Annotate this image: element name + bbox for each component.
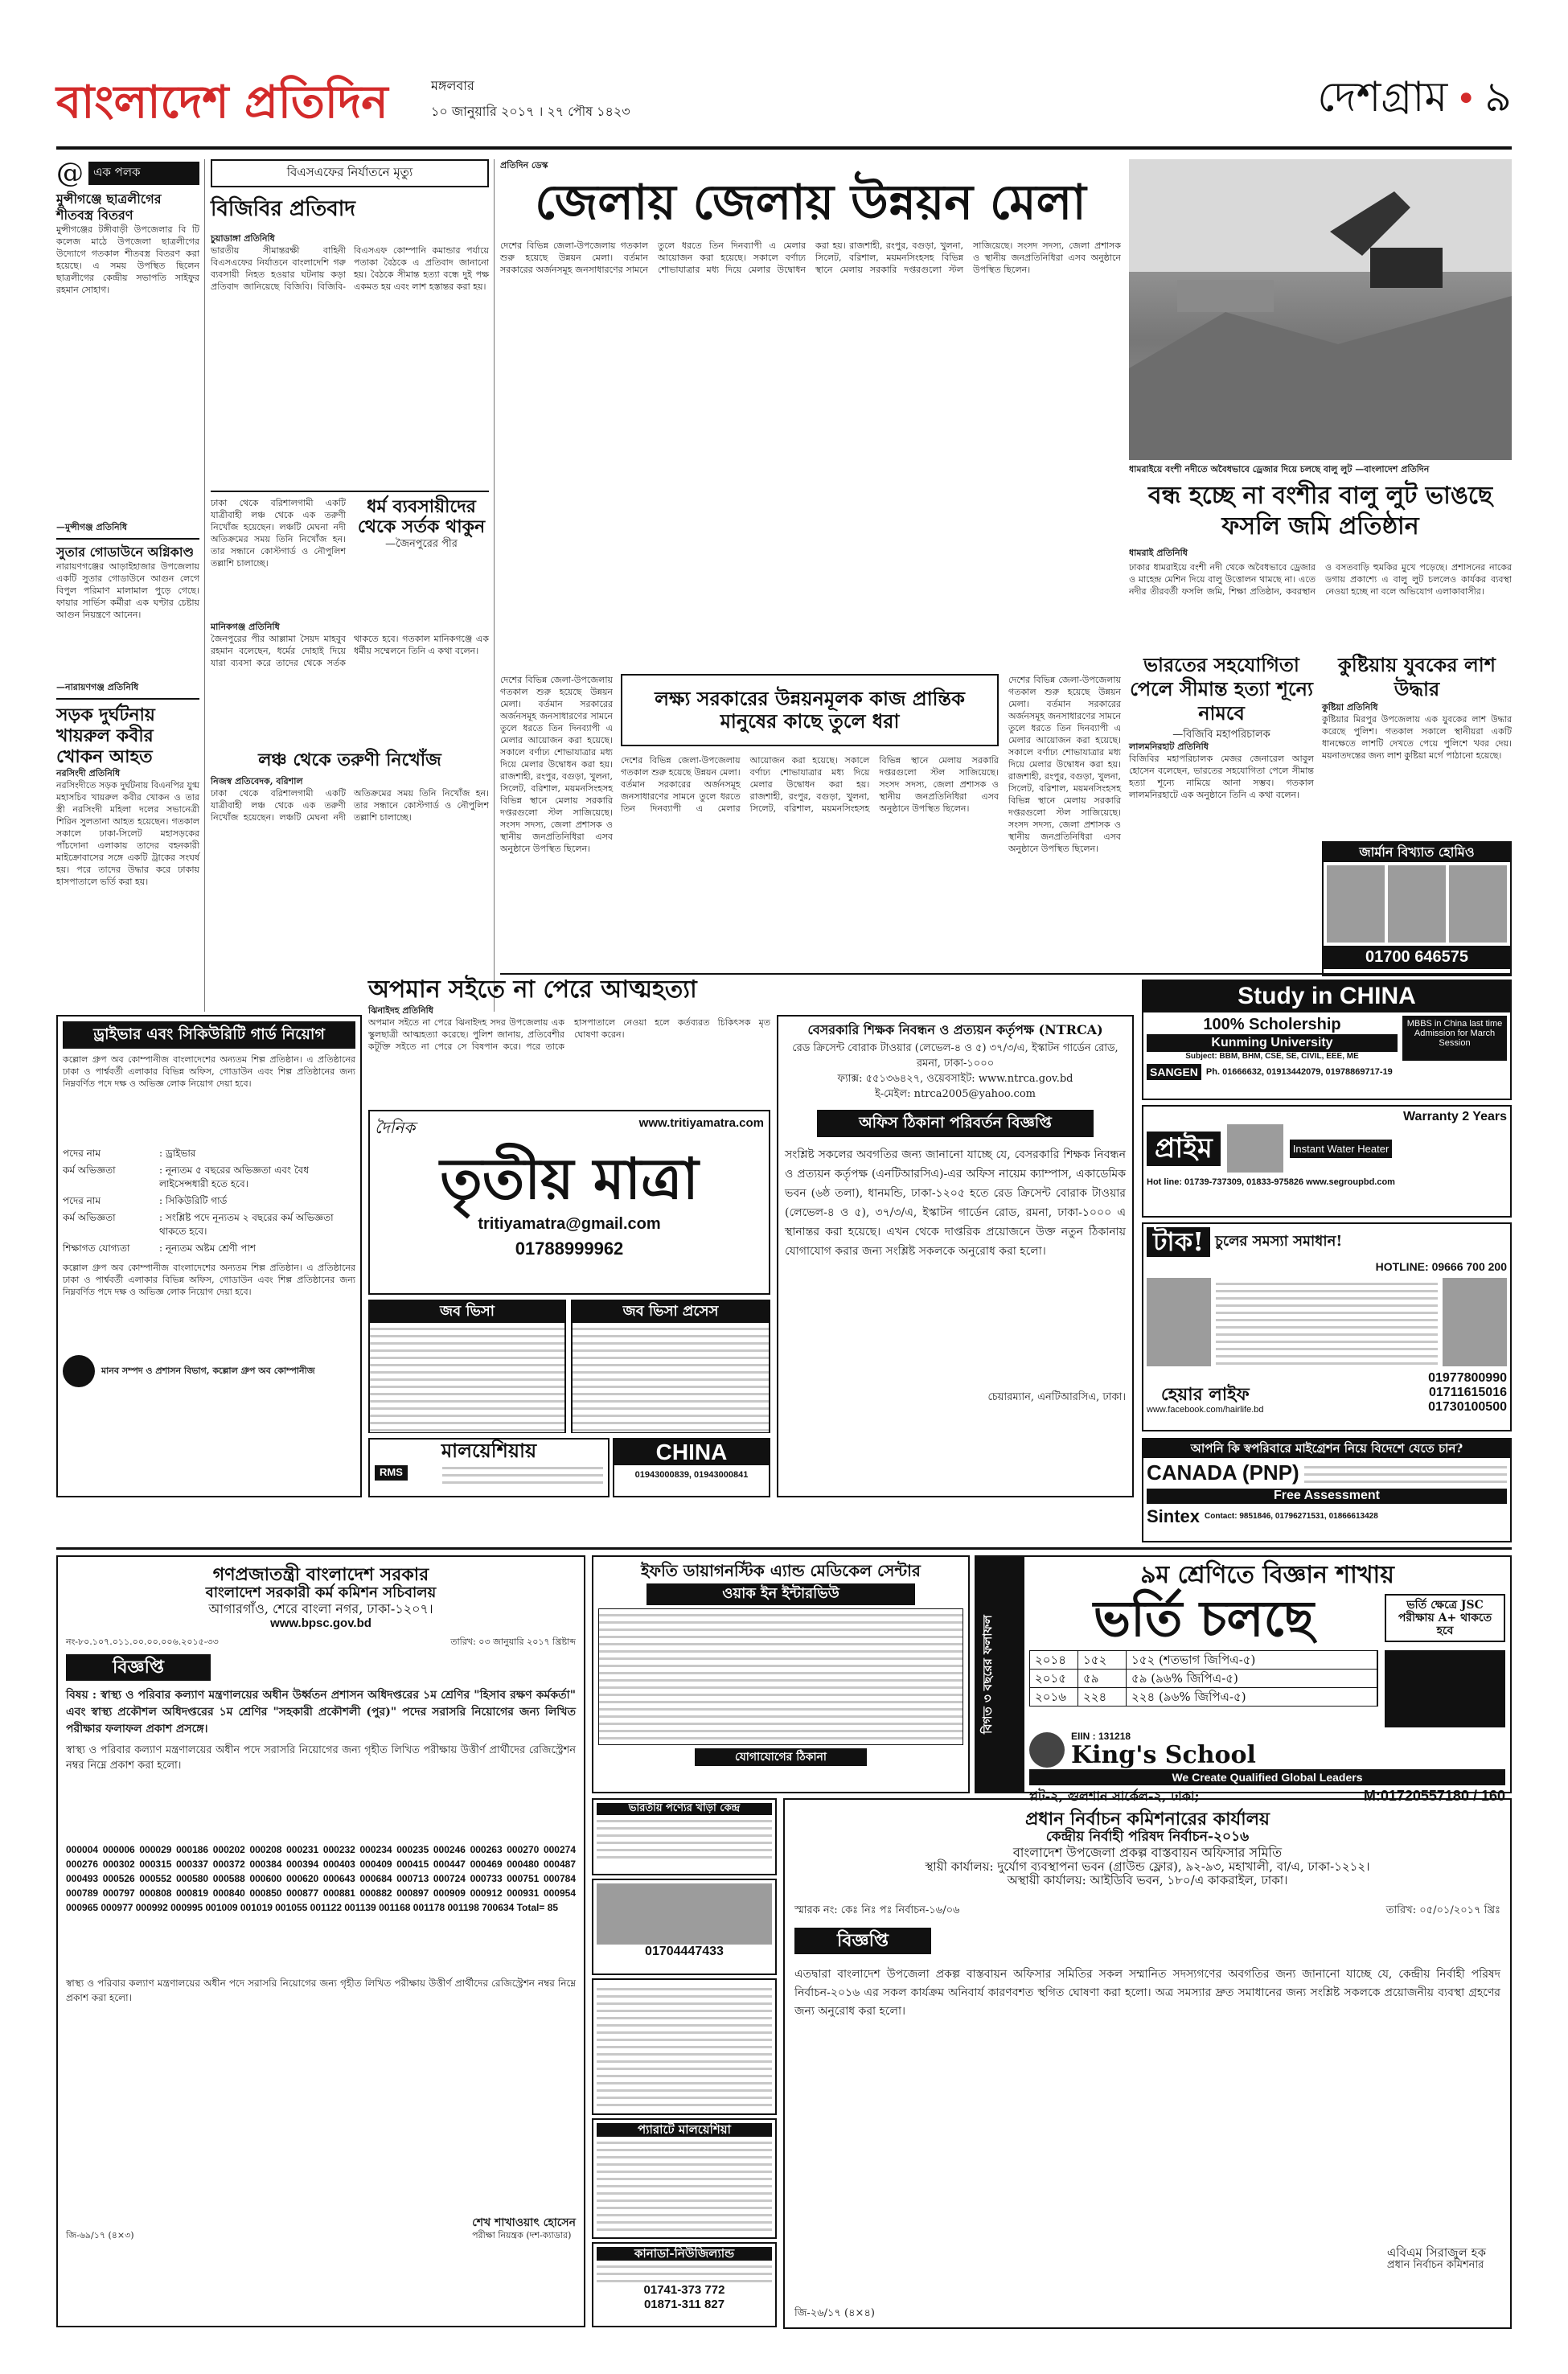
- brief-3-byline: নরসিংদী প্রতিনিধি: [56, 768, 121, 778]
- ec-sub: কেন্দ্রীয় নির্বাহী পরিষদ নির্বাচন-২০১৬: [1045, 1829, 1250, 1846]
- canada-question: আপনি কি স্বপরিবারে মাইগ্রেশন নিয়ে বিদেশে যেতে চান?: [1143, 1440, 1510, 1458]
- ec-sub2: বাংলাদেশ উপজেলা প্রকল্প বাস্তবায়ন অফিসার সমিতি: [1012, 1844, 1283, 1860]
- kings-results-cell: ১৫২: [1078, 1651, 1127, 1669]
- bpsc-notice[interactable]: [56, 1555, 585, 2327]
- kings-school-ad[interactable]: [975, 1555, 1512, 1805]
- col2-story2-byline: মানিকগঞ্জ প্রতিনিধি: [211, 622, 280, 632]
- tritiya-title: তৃতীয় মাত্রা: [440, 1145, 699, 1212]
- col2-kicker: বিএসএফের নির্যাতনে মৃত্যু: [211, 159, 489, 187]
- hair-sub: চুলের সমস্যা সমাধান!: [1215, 1233, 1343, 1251]
- small-ad-2[interactable]: [592, 1879, 777, 1975]
- brief-3-body: নরসিংদীতে সড়ক দুর্ঘটনায় বিএনপির যুগ্ম মহাসচিব খায়রুল কবীর খোকন ও তার স্ত্রী নরসিংদী মহিলা দলের সভানেত্রী শিরিন সুলতানা আহত হয়েছেন। গতকাল সকালে ঢাকা-সিলেট মহাসড়কের পাঁচদোনা এলাকায় তাদের বহনকারী মাইক্রোবাসের সঙ্গে একটি ট্রাকের সংঘর্ষ হয়। পরে তাদের উদ্ধার করে ঢাকায় হাসপাতালে ভর্তি করা হয়।: [56, 780, 199, 887]
- hair-facebook: www.facebook.com/hairlife.bd: [1147, 1404, 1264, 1415]
- guard-title: ড্রাইভার এবং সিকিউরিটি গার্ড নিয়োগ: [63, 1021, 355, 1049]
- kings-results-cell: ২০১৪: [1030, 1651, 1078, 1669]
- visa2-title: জব ভিসা প্রসেস: [573, 1301, 769, 1323]
- kings-crest-icon: [1029, 1732, 1065, 1768]
- rms-logo: RMS: [375, 1465, 408, 1481]
- brief-1-title: মুন্সীগঞ্জে ছাত্রলীগের শীতবস্ত্র বিতরণ: [56, 191, 162, 223]
- bpsc-body: স্বাস্থ্য ও পরিবার কল্যাণ মন্ত্রণালয়ের অধীন পদে সরাসরি নিয়োগের জন্য গৃহীত লিখিত পরীক্ষায় উত্তীর্ণ প্রার্থীদের রেজিস্ট্রেশন নম্বর নিম্নে প্রকাশ করা হলো।: [66, 1744, 576, 1772]
- main-headline: জেলায় জেলায় উন্নয়ন মেলা: [535, 175, 1086, 231]
- right-story2-byline: লালমনিরহাট প্রতিনিধি: [1129, 741, 1209, 752]
- ntrca-notice-title: অফিস ঠিকানা পরিবর্তন বিজ্ঞপ্তি: [817, 1110, 1094, 1137]
- brief-2-body: নারায়ণগঞ্জের আড়াইহাজার উপজেলায় একটি সুতার গোডাউনে আগুন লেগে বিপুল পরিমাণ মালামাল পুড়ে গেছে। ফায়ার সার্ভিস কর্মীরা এক ঘণ্টার চেষ্টায় আগুন নিয়ন্ত্রণে আনেন।: [56, 561, 199, 620]
- kings-top: ৯ম শ্রেণিতে বিজ্ঞান শাখায়: [1140, 1561, 1394, 1589]
- ntrca-email: ই-মেইল: ntrca2005@yahoo.com: [875, 1088, 1036, 1101]
- col2-story3-body: ঢাকা থেকে বরিশালগামী একটি যাত্রীবাহী লঞ্চ থেকে এক তরুণী নিখোঁজ হয়েছেন। লঞ্চটি মেঘনা নদী অতিক্রমের সময় তিনি নিখোঁজ হন। তার সন্ধানে কোস্টগার্ড ও নৌপুলিশ তল্লাশি চালাচ্ছে।: [211, 788, 489, 824]
- guard-row-value: : ড্রাইভার: [159, 1147, 196, 1159]
- guard-row-label: শিক্ষাগত যোগ্যতা: [63, 1242, 130, 1254]
- kings-results-row: [1029, 1670, 1378, 1688]
- canada-title: CANADA (PNP): [1147, 1460, 1299, 1485]
- ec-title: প্রধান নির্বাচন কমিশনারের কার্যালয়: [1025, 1809, 1270, 1830]
- masthead-rule: [56, 146, 1512, 150]
- kollol-logo: [63, 1355, 95, 1387]
- bpsc-title: গণপ্রজাতন্ত্রী বাংলাদেশ সরকার: [212, 1564, 429, 1585]
- kings-results-cell: ৫৯: [1078, 1670, 1127, 1687]
- col2-story3-byline: নিজস্ব প্রতিবেদক, বরিশাল: [211, 776, 303, 787]
- main-body-4: দেশের বিভিন্ন জেলা-উপজেলায় গতকাল শুরু হয়েছে উন্নয়ন মেলা। বর্তমান সরকারের অর্জনসমূহ জনসাধারণের সামনে তুলে ধরতে তিন দিনব্যাপী এ মেলার আয়োজন করা হয়েছে। সকালে বর্ণাঢ্য শোভাযাত্রার মধ্য দিয়ে মেলার উদ্বোধন করা হয়। রাজশাহী, রংপুর, বগুড়া, খুলনা, সিলেট, বরিশাল, ময়মনসিংহসহ বিভিন্ন স্থানে মেলায় সরকারি দপ্তরগুলো স্টল সাজিয়েছে। সংসদ সদস্য, জেলা প্রশাসক ও স্থানীয় জনপ্রতিনিধিরা এসব অনুষ্ঠানে উপস্থিত ছিলেন।: [1008, 675, 1121, 854]
- ec-code: জি-২৬/১৭ (৪×৪): [794, 2307, 875, 2319]
- ntrca-address: রেড ক্রিসেন্ট বোরাক টাওয়ার (লেভেল-৪ ও ৫) ৩৭/৩/এ, ইস্কাটন গার্ডেন রোড, রমনা, ঢাকা-১০০০: [792, 1042, 1119, 1070]
- hair-title: টাক!: [1147, 1227, 1210, 1257]
- small-ad-5-phone-1: 01741-373 772: [643, 2283, 725, 2298]
- guard-row-label: পদের নাম: [63, 1194, 101, 1206]
- right-byline: ধামরাই প্রতিনিধি: [1129, 548, 1188, 558]
- small-ad-1[interactable]: [592, 1798, 777, 1875]
- guard-footer: মানব সম্পদ ও প্রশাসন বিভাগ, কল্লোল গ্রুপ অব কোম্পানীজ: [101, 1366, 315, 1377]
- election-notice[interactable]: [783, 1798, 1512, 2329]
- kicker-label: এক পলক: [88, 162, 199, 185]
- masthead: [56, 61, 1512, 137]
- guard-row-value: : সংশ্লিষ্ট পদে নূন্যতম ২ বছরের কর্ম অভিজ্ঞতা থাকতে হবে।: [159, 1211, 334, 1237]
- guard-row-label: কর্ম অভিজ্ঞতা: [63, 1211, 116, 1223]
- guard-table-row: [63, 1147, 355, 1160]
- col2-story-filler: ঢাকা থেকে বরিশালগামী একটি যাত্রীবাহী লঞ্চ থেকে এক তরুণী নিখোঁজ হয়েছেন। লঞ্চটি মেঘনা নদী অতিক্রমের সময় তিনি নিখোঁজ হন। তার সন্ধানে কোস্টগার্ড ও নৌপুলিশ তল্লাশি চালাচ্ছে।: [211, 498, 346, 569]
- ec-addr: স্থায়ী কার্যালয়: দুর্যোগ ব্যবস্থাপনা ভবন (গ্রাউন্ড ফ্লোর), ৯২-৯৩, মহাখালী, বা/এ, ঢাকা-১২১২।: [925, 1859, 1370, 1875]
- guard-table: [63, 1147, 355, 1255]
- canada-free: Free Assessment: [1147, 1489, 1507, 1503]
- china-university: Kunming University: [1147, 1034, 1398, 1052]
- guard-row-label: কর্ম অভিজ্ঞতা: [63, 1164, 116, 1176]
- main-body-3: দেশের বিভিন্ন জেলা-উপজেলায় গতকাল শুরু হয়েছে উন্নয়ন মেলা। বর্তমান সরকারের অর্জনসমূহ জনসাধারণের সামনে তুলে ধরতে তিন দিনব্যাপী এ মেলার আয়োজন করা হয়েছে। সকালে বর্ণাঢ্য শোভাযাত্রার মধ্য দিয়ে মেলার উদ্বোধন করা হয়। রাজশাহী, রংপুর, বগুড়া, খুলনা, সিলেট, বরিশাল, ময়মনসিংহসহ বিভিন্ন স্থানে মেলায় সরকারি দপ্তরগুলো স্টল সাজিয়েছে। সংসদ সদস্য, জেলা প্রশাসক ও স্থানীয় জনপ্রতিনিধিরা এসব অনুষ্ঠানে উপস্থিত ছিলেন।: [621, 755, 999, 814]
- issue-day: মঙ্গলবার: [431, 78, 474, 93]
- main-body-1: দেশের বিভিন্ন জেলা-উপজেলায় গতকাল শুরু হয়েছে উন্নয়ন মেলা। বর্তমান সরকারের অর্জনসমূহ জনসাধারণের সামনে তুলে ধরতে তিন দিনব্যাপী এ মেলার আয়োজন করা হয়েছে। সকালে বর্ণাঢ্য শোভাযাত্রার মধ্য দিয়ে মেলার উদ্বোধন করা হয়। রাজশাহী, রংপুর, বগুড়া, খুলনা, সিলেট, বরিশাল, ময়মনসিংহসহ বিভিন্ন স্থানে মেলায় সরকারি দপ্তরগুলো স্টল সাজিয়েছে। সংসদ সদস্য, জেলা প্রশাসক ও স্থানীয় জনপ্রতিনিধিরা এসব অনুষ্ঠানে উপস্থিত ছিলেন।: [500, 240, 1121, 275]
- col2-story2-title: ধর্ম ব্যবসায়ীদের থেকে সর্তক থাকুন: [357, 496, 486, 538]
- kings-tagline: We Create Qualified Global Leaders: [1029, 1769, 1505, 1785]
- small-ads-column: [592, 1798, 777, 2329]
- china2-phone: 01943000839, 01943000841: [634, 1470, 749, 1481]
- bpsc-date: তারিখ: ০৩ জানুয়ারি ২০১৭ খ্রিষ্টাব্দ: [450, 1636, 576, 1647]
- brief-2-credit: —নারায়ণগঞ্জ প্রতিনিধি: [56, 682, 139, 692]
- brief-2-title: সুতার গোডাউনে অগ্নিকাণ্ড: [56, 544, 195, 560]
- small-ad-4[interactable]: [592, 2118, 777, 2239]
- job-visa-ad-1[interactable]: [368, 1300, 566, 1433]
- kings-results-cell: ২২৪: [1078, 1688, 1127, 1706]
- guard-row-label: পদের নাম: [63, 1147, 101, 1159]
- diag-title: ইফতি ডায়াগনস্টিক এ্যান্ড মেডিকেল সেন্টার: [641, 1561, 921, 1580]
- main-pullquote: লক্ষ্য সরকারের উন্নয়নমূলক কাজ প্রান্তিক মানুষের কাছে তুলে ধরা: [621, 674, 999, 746]
- china-tag: 100% Scholership: [1203, 1015, 1341, 1033]
- guard-recruitment-ad[interactable]: [56, 1015, 362, 1497]
- main-body-2: দেশের বিভিন্ন জেলা-উপজেলায় গতকাল শুরু হয়েছে উন্নয়ন মেলা। বর্তমান সরকারের অর্জনসমূহ জনসাধারণের সামনে তুলে ধরতে তিন দিনব্যাপী এ মেলার আয়োজন করা হয়েছে। সকালে বর্ণাঢ্য শোভাযাত্রার মধ্য দিয়ে মেলার উদ্বোধন করা হয়। রাজশাহী, রংপুর, বগুড়া, খুলনা, সিলেট, বরিশাল, ময়মনসিংহসহ বিভিন্ন স্থানে মেলায় সরকারি দপ্তরগুলো স্টল সাজিয়েছে। সংসদ সদস্য, জেলা প্রশাসক ও স্থানীয় জনপ্রতিনিধিরা এসব অনুষ্ঠানে উপস্থিত ছিলেন।: [500, 675, 613, 854]
- hair-phone-2: 01711615016: [1429, 1385, 1507, 1399]
- ntrca-ad[interactable]: [777, 1015, 1134, 1497]
- kings-main: ভর্তি চলছে: [1093, 1588, 1315, 1648]
- diag-sub: ওয়াক ইন ইন্টারভিউ: [646, 1583, 915, 1605]
- china-study-ad[interactable]: [1142, 980, 1512, 1100]
- col2-story3-title: লঞ্চ থেকে তরুণী নিখোঁজ: [258, 750, 441, 770]
- bpsc-code: জি-৬৯/১৭ (৪×৩): [66, 2229, 134, 2241]
- suicide-story: [368, 976, 770, 1105]
- prime-phone: Hot line: 01739-737309, 01833-975826 www.segroupbd.com: [1147, 1177, 1395, 1188]
- col2-title: বিজিবির প্রতিবাদ: [211, 197, 355, 221]
- china-phone: Ph. 01666632, 01913442079, 01978869717-19: [1205, 1067, 1393, 1078]
- right-story2-sub: —বিজিবি মহাপরিচালক: [1172, 729, 1270, 741]
- sintex-phone: Contact: 9851846, 01796271531, 01866613428: [1205, 1511, 1378, 1521]
- col2-story2-sub: —জৈনপুরের পীর: [385, 537, 458, 550]
- small-ad-5-phone-2: 01871-311 827: [643, 2297, 725, 2311]
- prime-heater-ad[interactable]: [1142, 1105, 1512, 1218]
- bpsc-web: www.bpsc.gov.bd: [270, 1616, 371, 1631]
- photo-caption: ধামরাইয়ে বংশী নদীতে অবৈধভাবে ড্রেজার দিয়ে চলছে বালু লুট —বাংলাদেশ প্রতিদিন: [1129, 464, 1430, 474]
- hair-hotline: HOTLINE: 09666 700 200: [1375, 1259, 1507, 1273]
- sintex-logo: Sintex: [1147, 1505, 1201, 1526]
- kings-results-cell: ২০১৫: [1030, 1670, 1078, 1687]
- brief-1-body: মুন্সীগঞ্জের টঙ্গীবাড়ী উপজেলার বি টি কলেজ মাঠে উপজেলা ছাত্রলীগের উদ্যোগে গতকাল শীতবস্ত্র বিতরণ করা হয়েছে। এ সময় উপস্থিত ছিলেন ছাত্রলীগের কেন্দ্রীয় সভাপতি সাইফুর রহমান সোহাগ।: [56, 224, 199, 295]
- kings-eiin: EIIN : 131218: [1071, 1730, 1131, 1742]
- page-number: ৯: [1484, 73, 1512, 121]
- small-ad-5[interactable]: [592, 2242, 777, 2327]
- right-body: ঢাকার ধামরাইয়ে বংশী নদী থেকে অবৈধভাবে ড্রেজার ও মাহেন্দ্র মেশিন দিয়ে বালু উত্তোলন থামছে না। এতে নদীর তীরবর্তী ফসলি জমি, শিক্ষা প্রতিষ্ঠান, কবরস্থান ও বসতবাড়ি হুমকির মুখে পড়েছে। প্রশাসনের নাকের ডগায় প্রকাশ্যে এ বালু লুট চললেও কার্যকর ব্যবস্থা নেওয়া হচ্ছে না বলে অভিযোগ এলাকাবাসীর।: [1129, 562, 1512, 597]
- china-subjects: Subject: BBM, BHM, CSE, SE, CIVIL, EEE, ME: [1185, 1051, 1359, 1061]
- guard-row-value: : নূন্যতম অষ্টম শ্রেণী পাশ: [159, 1242, 257, 1254]
- right-story3-byline: কুষ্টিয়া প্রতিনিধি: [1322, 702, 1378, 713]
- homeo-title: জার্মান বিখ্যাত হোমিও: [1324, 843, 1510, 862]
- second-column: [211, 159, 489, 1012]
- china-title: Study in CHINA: [1143, 981, 1510, 1012]
- small-ad-4-title: প্যারাটে মালয়েশিয়া: [597, 2123, 772, 2137]
- kings-results-row: [1029, 1650, 1378, 1670]
- kings-phone: M:01720557180 / 160: [1363, 1788, 1505, 1805]
- ec-sign-title: প্রধান নির্বাচন কমিশনার: [1386, 2259, 1484, 2271]
- issue-date: ১০ জানুয়ারি ২০১৭ । ২৭ পৌষ ১৪২৩: [431, 104, 630, 119]
- kings-address: প্লট-২, গুলশান সার্কেল-২, ঢাকা;: [1029, 1788, 1200, 1804]
- prime-warranty: Warranty 2 Years: [1403, 1110, 1507, 1123]
- bpsc-addr: আগারগাঁও, শেরে বাংলা নগর, ঢাকা-১২০৭।: [208, 1600, 433, 1616]
- kings-req: ভর্তি ক্ষেত্রে JSC পরীক্ষায় A+ থাকতে হবে: [1385, 1594, 1505, 1642]
- brand-logo: বাংলাদেশ প্রতিদিন: [56, 76, 388, 129]
- guard-row-value: : নূন্যতম ৫ বছরের অভিজ্ঞতা এবং বৈধ লাইসেন্সধারী হতে হবে।: [159, 1164, 310, 1189]
- sand-dredging-photo: [1129, 159, 1512, 460]
- bpsc-sub: বাংলাদেশ সরকারী কর্ম কমিশন সচিবালয়: [205, 1584, 437, 1602]
- ntrca-sign: চেয়ারম্যান, এনটিআরসিএ, ঢাকা।: [987, 1391, 1126, 1404]
- visa1-title: জব ভিসা: [370, 1301, 564, 1323]
- brief-3-title: সড়ক দুর্ঘটনায় খায়রুল কবীর খোকন আহত: [56, 704, 155, 767]
- main-story: [500, 159, 1121, 971]
- small-ad-3[interactable]: [592, 1978, 777, 2115]
- tritiya-web: www.tritiyamatra.com: [638, 1116, 764, 1130]
- kings-results-table: [1029, 1650, 1378, 1727]
- right-story3-headline: কুষ্টিয়ায় যুবকের লাশ উদ্ধার: [1338, 653, 1496, 700]
- diagnostic-ad[interactable]: [592, 1555, 970, 1793]
- section-title: দেশগ্রাম: [1317, 73, 1448, 121]
- right-story2-body: বিজিবির মহাপরিচালক মেজর জেনারেল আবুল হোসেন বলেছেন, ভারতের সহযোগিতা পেলে সীমান্ত হত্যা শূন্যে নামিয়ে আনা সম্ভব। গতকাল লালমনিরহাটে এক অনুষ্ঠানে তিনি এ কথা বলেন।: [1129, 754, 1314, 800]
- small-ad-1-title: ভারতীয় পণ্যের খাঁড়া কেন্দ্র: [597, 1803, 772, 1815]
- ntrca-web: ফ্যাক্স: ৫৫১৩৬৪২৭, ওয়েবসাইট: www.ntrca.gov.bd: [837, 1073, 1073, 1086]
- col2-body: ভারতীয় সীমান্তরক্ষী বাহিনী বিএসএফের নির্যাতনে বাংলাদেশি গরু ব্যবসায়ী নিহত হওয়ার ঘটনায় কড়া প্রতিবাদ জানিয়েছে বিজিবি। বিজিবি-বিএসএফ কোম্পানি কমান্ডার পর্যায়ে পতাকা বৈঠকে এ প্রতিবাদ জানানো হয়। বৈঠকে সীমান্ত হত্যা বন্ধে দুই পক্ষ একমত হয় এবং লাশ হস্তান্তর করা হয়।: [211, 245, 489, 292]
- homeo-ad[interactable]: [1322, 841, 1512, 976]
- ntrca-title: বেসরকারি শিক্ষক নিবন্ধন ও প্রত্যয়ন কর্তৃপক্ষ (NTRCA): [807, 1022, 1103, 1037]
- china2-title: CHINA: [614, 1440, 769, 1465]
- homeo-phone: 01700 646575: [1324, 946, 1510, 969]
- tritiya-kicker: দৈনিক: [375, 1118, 416, 1137]
- kings-results-cell: ২০১৬: [1030, 1688, 1078, 1706]
- guard-filler: কল্লোল গ্রুপ অব কোম্পানীজ বাংলাদেশের অন্যতম শিল্প প্রতিষ্ঠান। এ প্রতিষ্ঠানের ঢাকা ও পার্শ্ববর্তী এলাকার বিভিন্ন অফিস, গোডাউন এবং শিল্প প্রতিষ্ঠানের জন্য নিম্নবর্ণিত পদে দক্ষ ও অভিজ্ঞ লোক নিয়োগ দেয়া হবে।: [63, 1262, 355, 1297]
- malaysia-title: মালয়েশিয়ায়: [441, 1439, 537, 1462]
- spiral-icon: @: [56, 157, 84, 189]
- bpsc-ref: নং-৮০.১০৭.০১১.০০.০০.০০৬.২০১৫-৩৩: [66, 1636, 219, 1647]
- kings-results-cell: ১৫২ (শতভাগ জিপিএ-৫): [1127, 1651, 1377, 1669]
- ec-sign: এবিএম সিরাজুল হক: [1386, 2245, 1486, 2260]
- suicide-headline: অপমান সইতে না পেরে আত্মহত্যা: [368, 975, 697, 1004]
- tritiya-matra-ad[interactable]: [368, 1110, 770, 1295]
- right-story3-body: কুষ্টিয়ার মিরপুর উপজেলায় এক যুবকের লাশ উদ্ধার করেছে পুলিশ। গতকাল সকালে স্থানীয়রা একটি ধানক্ষেতে লাশটি দেখতে পেয়ে পুলিশে খবর দেয়। ময়নাতদন্তের জন্য লাশ কুষ্টিয়া মর্গে পাঠানো হয়েছে।: [1322, 714, 1512, 761]
- ntrca-notice-body: সংশ্লিষ্ট সকলের অবগতির জন্য জানানো যাচ্ছে যে, বেসরকারি শিক্ষক নিবন্ধন ও প্রত্যয়ন কর্তৃপক্ষ (এনটিআরসিএ)-এর অফিস নায়েম ক্যাম্পাস, একাডেমিক ভবন (৬ষ্ঠ তলা), ধানমন্ডি, ঢাকা-১২০৫ হতে রেড ক্রিসেন্ট বোরাক টাওয়ার (লেভেল-৪ ও ৫), ৩৭/৩/এ, ইস্কাটন গার্ডেন রোড, রমনা, ঢাকা-১০০০ এ স্থানান্তর করা হয়েছে। এখন থেকে দাপ্তরিক প্রয়োজনে উক্ত নতুন ঠিকানায় যোগাযোগ করার জন্য সংশ্লিষ্ট সকলকে অনুরোধ করা হলো।: [785, 1148, 1126, 1259]
- right-headline: বন্ধ হচ্ছে না বংশীর বালু লুট ভাঙছে ফসলি জমি প্রতিষ্ঠান: [1147, 482, 1493, 540]
- ec-date: তারিখ: ০৫/০১/২০১৭ খ্রিঃ: [1385, 1904, 1500, 1916]
- tritiya-email: tritiyamatra@gmail.com: [478, 1215, 661, 1233]
- main-byline: প্রতিদিন ডেস্ক: [500, 160, 548, 170]
- guard-table-row: [63, 1164, 355, 1191]
- bpsc-subject: বিষয় : স্বাস্থ্য ও পরিবার কল্যাণ মন্ত্রণালয়ের অধীন উর্ধ্বতন প্রশাসন অধিদপ্তরের ১ম শ্রেণির "হিসাব রক্ষণ কর্মকর্তা" এবং স্বাস্থ্য প্রকৌশল অধিদপ্তরের ১ম শ্রেণির "সহকারী প্রকৌশলী (পুর)" পদের সরাসরি নিয়োগের জন্য লিখিত পরীক্ষার ফলাফল প্রকাশ প্রসঙ্গে।: [66, 1688, 576, 1735]
- left-column: [56, 159, 199, 1012]
- china-note: MBBS in China last time Admission for March Session: [1402, 1016, 1507, 1062]
- prime-name: প্রাইম: [1147, 1132, 1221, 1166]
- kings-name: King's School: [1071, 1740, 1256, 1769]
- brief-1-credit: —মুন্সীগঞ্জ প্রতিনিধি: [56, 522, 127, 532]
- col2-story2-body: জৈনপুরের পীর আল্লামা সৈয়দ মাহবুব রহমান বলেছেন, ধর্মের দোহাই দিয়ে যারা ব্যবসা করে তাদের থেকে সর্তক থাকতে হবে। গতকাল মানিকগঞ্জে এক ধর্মীয় সম্মেলনে তিনি এ কথা বলেন।: [211, 634, 489, 668]
- col2-byline: চুয়াডাঙ্গা প্রতিনিধি: [211, 233, 275, 244]
- bpsc-reg-numbers: 000004 000006 000029 000186 000202 000208 000231 000232 000234 000235 000246 000263 000270 000274 000276 000302 000315 000337 000372 000384 000394 000403 000409 000415 000447 000469 000480 000487 000493 000526 000552 000580 000588 000600 000620 000643 000684 000713 000724 000733 000751 000784 000789 000797 000808 000819 000840 000850 000877 000881 000882 000897 000909 000912 000931 000954 000965 000977 000992 000995 001009 001019 001055 001122 001139 001168 001178 001198 700634 Total= 85: [66, 1843, 576, 1913]
- china-brand: SANGEN: [1147, 1064, 1201, 1080]
- kings-results-row: [1029, 1688, 1378, 1707]
- prime-product: Instant Water Heater: [1290, 1140, 1392, 1158]
- ec-notice-label: বিজ্ঞপ্তি: [794, 1928, 931, 1954]
- hair-life-ad[interactable]: [1142, 1222, 1512, 1431]
- ec-body: এতদ্বারা বাংলাদেশ উপজেলা প্রকল্প বাস্তবায়ন অফিসার সমিতির সকল সম্মানিত সদস্যগণের অবগতির জন্য জানানো যাচ্ছে যে, কেন্দ্রীয় নির্বাহী পরিষদ নির্বাচন-২০১৬ এর সকল কার্যক্রম অনিবার্য কারণবশত স্থগিত ঘোষণা করা হলো। অত্র সমস্যার দ্রুত সমাধানের জন্য সংশ্লিষ্ট সকলকে প্রয়োজনীয় ব্যবস্থা গ্রহণের জন্য অনুরোধ করা হলো।: [794, 1968, 1500, 2019]
- red-dot-icon: •: [1455, 79, 1477, 120]
- guard-table-row: [63, 1242, 355, 1255]
- guard-table-row: [63, 1194, 355, 1208]
- suicide-body: অপমান সইতে না পেরে ঝিনাইদহ সদর উপজেলায় এক স্কুলছাত্রী আত্মহত্যা করেছে। পুলিশ জানায়, প্রতিবেশীর কটূক্তি সইতে না পেরে সে বিষপান করে। পরে তাকে হাসপাতালে নেওয়া হলে কর্তব্যরত চিকিৎসক মৃত ঘোষণা করেন।: [368, 1017, 770, 1052]
- bpsc-sign: শেখ শাখাওয়াৎ হোসেন: [472, 2216, 576, 2229]
- ec-ref: স্মারক নং: কেঃ নিঃ পঃ নির্বাচন-১৬/০৬: [794, 1904, 960, 1916]
- guard-row-value: : সিকিউরিটি গার্ড: [159, 1194, 228, 1206]
- right-story2-headline: ভারতের সহযোগিতা পেলে সীমান্ত হত্যা শূন্যে নামবে: [1130, 653, 1313, 725]
- china-admission-ad[interactable]: [613, 1438, 770, 1497]
- guard-table-row: [63, 1211, 355, 1238]
- suicide-byline: ঝিনাইদহ প্রতিনিধি: [368, 1004, 433, 1016]
- bpsc-instructions: স্বাস্থ্য ও পরিবার কল্যাণ মন্ত্রণালয়ের অধীন পদে সরাসরি নিয়োগের জন্য গৃহীত লিখিত পরীক্ষায় উত্তীর্ণ প্রার্থীদের রেজিস্ট্রেশন নম্বর নিম্নে প্রকাশ করা হলো।: [66, 1977, 576, 2003]
- canada-pnp-ad[interactable]: [1142, 1438, 1512, 1542]
- diag-footer: যোগাযোগের ঠিকানা: [695, 1748, 867, 1766]
- malaysia-ad[interactable]: [368, 1438, 610, 1497]
- hair-phone-1: 01977800990: [1428, 1370, 1507, 1385]
- hair-brand: হেয়ার লাইফ: [1160, 1383, 1250, 1405]
- guard-body: কল্লোল গ্রুপ অব কোম্পানীজ বাংলাদেশের অন্যতম শিল্প প্রতিষ্ঠান। এ প্রতিষ্ঠানের ঢাকা ও পার্শ্ববর্তী এলাকার বিভিন্ন অফিস, গোডাউন এবং শিল্প প্রতিষ্ঠানের জন্য নিম্নবর্ণিত পদে দক্ষ ও অভিজ্ঞ লোক নিয়োগ দেয়া হবে।: [63, 1054, 355, 1089]
- small-ad-5-title: কানাডা-নিউজিল্যান্ড: [597, 2247, 772, 2261]
- small-ad-2-phone: 01704447433: [645, 1945, 724, 1958]
- right-story-2: [1129, 653, 1314, 975]
- kings-results-cell: ২২৪ (৯৬% জিপিএ-৫): [1127, 1688, 1377, 1706]
- tritiya-phone: 01788999962: [515, 1238, 624, 1259]
- bpsc-sign-title: পরীক্ষা নিয়ন্ত্রক (দশ-ক্যাডার): [472, 2229, 572, 2241]
- ec-addr2: অস্থায়ী কার্যালয়: আইডিবি ভবন, ১৮০/এ কাকরাইল, ঢাকা।: [1007, 1873, 1288, 1888]
- job-visa-ad-2[interactable]: [571, 1300, 770, 1433]
- bpsc-notice-label: বিজ্ঞপ্তি: [66, 1654, 211, 1681]
- right-story-3: [1322, 653, 1512, 838]
- kings-side: বিগত ৩ বছরের ফলাফল: [976, 1557, 1024, 1792]
- hair-phone-3: 01730100500: [1428, 1399, 1507, 1414]
- kings-results-cell: ৫৯ (৯৬% জিপিএ-৫): [1127, 1670, 1377, 1687]
